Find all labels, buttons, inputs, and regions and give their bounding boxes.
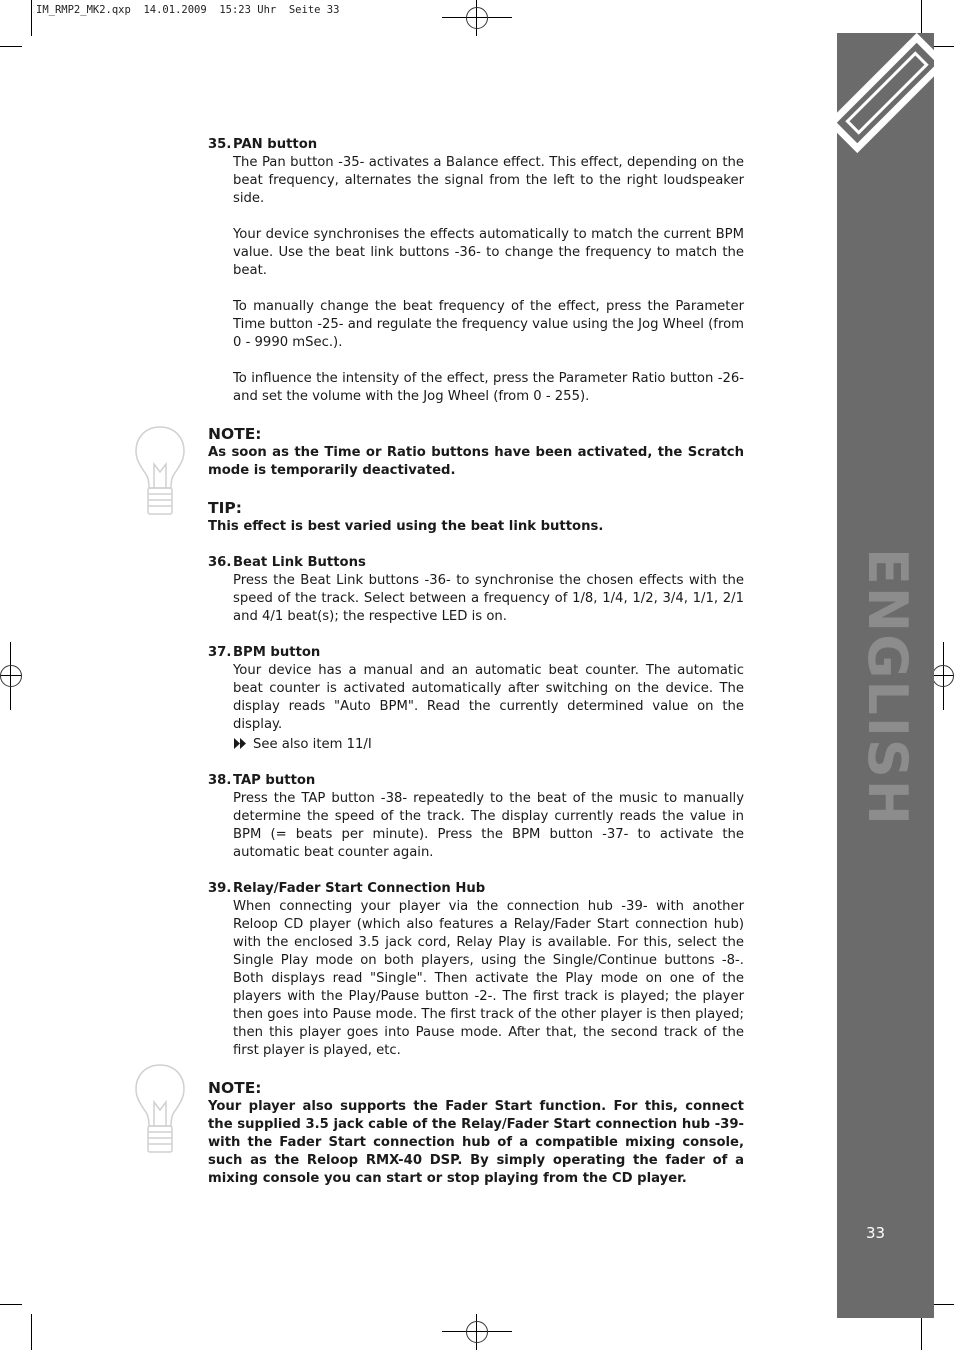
note-box: [208, 1078, 744, 1188]
tip-text: This effect is best varied using the beat link buttons.: [208, 519, 604, 534]
language-label: [832, 548, 942, 827]
section-body: [208, 572, 744, 626]
section-number: 37.: [208, 645, 232, 660]
note-text: As soon as the Time or Ratio buttons have been activated, the Scratch mode is temporarily deactivated.: [208, 445, 744, 478]
section-body: [208, 154, 744, 406]
section-heading: [208, 880, 744, 898]
section-number: 38.: [208, 773, 232, 788]
section-tap-button: [208, 772, 744, 862]
paragraph: Your device synchronises the effects automatically to match the current BPM value. Use the beat link buttons -36- to change the frequency to match the beat.: [233, 227, 744, 278]
section-heading: [208, 772, 744, 790]
page-number: 33: [866, 1224, 886, 1242]
section-body: [208, 662, 744, 754]
paragraph: To manually change the beat frequency of the effect, press the Parameter Time button -25- and regulate the frequency value using the Jog Wheel (from 0 - 9990 mSec.).: [233, 299, 744, 350]
crop-mark: [0, 1304, 22, 1305]
note-text: Your player also supports the Fader Start function. For this, connect the supplied 3.5 jack cable of the Relay/Fader Start connection hub -39- with the Fader Start connection hub of a compatible mixing console, such as the Reloop RMX-40 DSP. By simply operating the fader of a mixing console you can start or stop playing from the CD player.: [208, 1099, 744, 1186]
lightbulb-icon: [133, 424, 187, 518]
section-body: [208, 898, 744, 1060]
section-title: BPM button: [233, 645, 321, 660]
section-number: 39.: [208, 881, 232, 896]
section-heading: [208, 554, 744, 572]
note-title: NOTE:: [208, 1079, 262, 1097]
note-title: NOTE:: [208, 425, 262, 443]
crop-mark: [932, 46, 954, 47]
section-title: Relay/Fader Start Connection Hub: [233, 881, 486, 896]
paragraph: The Pan button -35- activates a Balance effect. This effect, depending on the beat frequency, alternates the signal from the left to the right loudspeaker side.: [233, 155, 744, 206]
paragraph: When connecting your player via the connection hub -39- with another Reloop CD player (which also features a Relay/Fader Start connection hub) with the enclosed 3.5 jack cord, Relay Play is available. For this, select the Single Play mode on both players, using the Single/Continue buttons -8-. Both displays read "Single". Then activate the Play mode on one of the players with the Play/Pause button -2-. The first track is played; the player then goes into Pause mode. The first track of the other player is then played; then this player goes into Pause mode. After that, the second track of the first player is played, etc.: [233, 899, 744, 1058]
section-heading: [208, 644, 744, 662]
tip-box: [208, 498, 744, 536]
paragraph: To influence the intensity of the effect, press the Parameter Ratio button -26- and set the volume with the Jog Wheel (from 0 - 255).: [233, 371, 744, 404]
crop-mark: [0, 46, 22, 47]
section-pan-button: [208, 136, 744, 406]
section-bpm-button: [208, 644, 744, 754]
crop-mark: [31, 0, 32, 36]
language-label-text: ENGLISH: [855, 548, 919, 827]
lightbulb-icon: [133, 1062, 187, 1156]
section-relay-fader-start-hub: [208, 880, 744, 1060]
print-slug: IM_RMP2_MK2.qxp 14.01.2009 15:23 Uhr Seite 33: [36, 4, 340, 16]
crop-mark: [31, 1314, 32, 1350]
section-heading: [208, 136, 744, 154]
section-number: 35.: [208, 137, 232, 152]
section-beat-link-buttons: [208, 554, 744, 626]
tip-title: TIP:: [208, 499, 242, 517]
double-arrow-icon: [233, 738, 247, 749]
section-body: [208, 790, 744, 862]
note-box: [208, 424, 744, 480]
section-title: Beat Link Buttons: [233, 555, 366, 570]
see-also-text: See also item 11/I: [253, 737, 372, 752]
section-number: 36.: [208, 555, 232, 570]
crop-mark: [932, 1304, 954, 1305]
crop-mark: [921, 0, 922, 36]
manual-text-column: [208, 136, 744, 1206]
section-title: PAN button: [233, 137, 318, 152]
crop-mark: [921, 1314, 922, 1350]
paragraph: Press the TAP button -38- repeatedly to the beat of the music to manually determine the speed of the track. The display currently reads the value in BPM (= beats per minute). Press the BPM button -37- to activate the automatic beat counter again.: [233, 791, 744, 860]
paragraph: Press the Beat Link buttons -36- to synchronise the chosen effects with the speed of the track. Select between a frequency of 1/8, 1/4, 1/2, 3/4, 1/1, 2/1 and 4/1 beat(s); the respective LED is on.: [233, 573, 744, 624]
section-title: TAP button: [233, 773, 316, 788]
paragraph: Your device has a manual and an automatic beat counter. The automatic beat counter is activated automatically after switching on the device. The display reads "Auto BPM". Read the currently determined value on the display.: [233, 663, 744, 732]
brand-logo-icon: [837, 33, 934, 168]
see-also-reference: [233, 736, 744, 754]
